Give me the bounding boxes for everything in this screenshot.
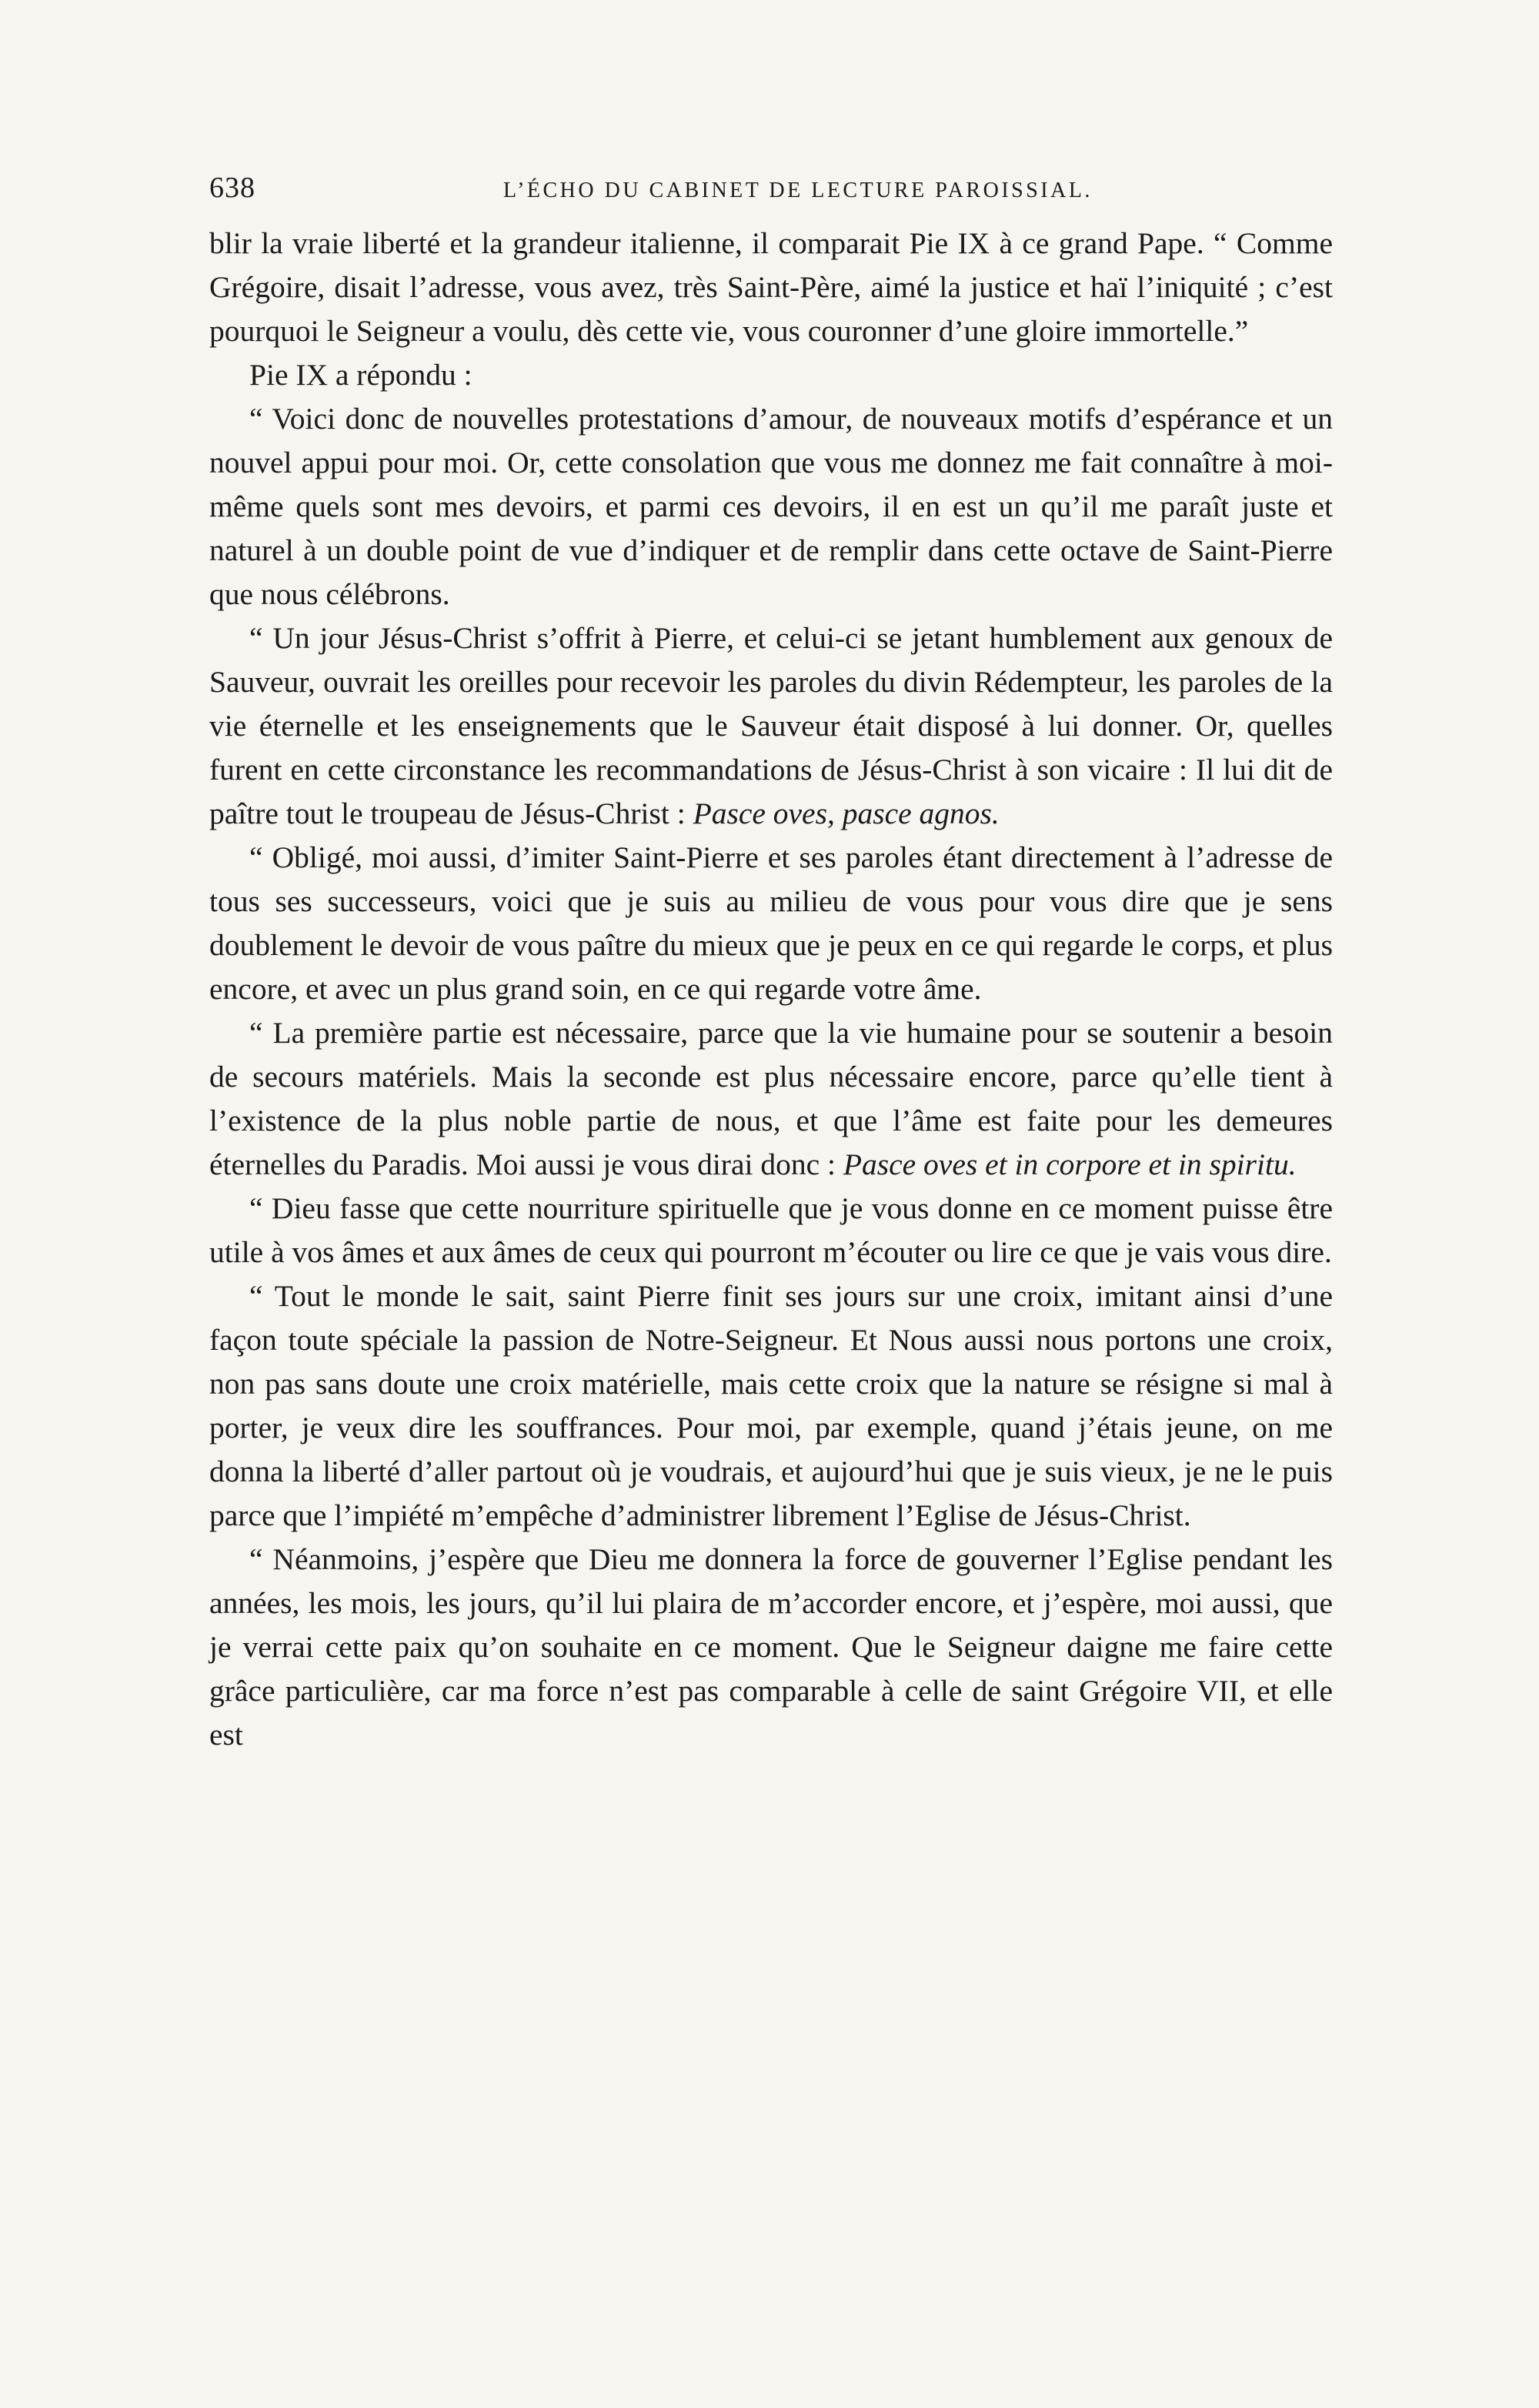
paragraph: “ Dieu fasse que cette nourriture spirituelle que je vous donne en ce moment puisse être utile à vos âmes et aux âmes de ceux qui pourront m’écouter ou lire ce que je vais vous dire. <box>209 1191 1333 1269</box>
paragraph: “ Un jour Jésus-Christ s’offrit à Pierre, et celui-ci se jetant humblement aux genoux de Sauveur, ouvrait les oreilles pour recevoir les paroles du divin Rédempteur, les paroles de la vie éternelle et les enseignements que le Sauveur était disposé à lui donner. Or, quelles furent en cette circonstance les recommandations de Jésus-Christ à son vicaire : Il lui dit de paître tout le troupeau de Jésus-Christ : Pasce oves, pasce agnos. <box>209 621 1333 830</box>
page-number: 638 <box>209 172 255 204</box>
body-text <box>209 222 1333 1757</box>
latin-quote: Pasce oves, pasce agnos. <box>693 797 1000 830</box>
paragraph: “ Voici donc de nouvelles protestations d’amour, de nouveaux motifs d’espérance et un nouvel appui pour moi. Or, cette consolation que vous me donnez me fait connaître à moi-même quels sont mes devoirs, et parmi ces devoirs, il en est un qu’il me paraît juste et naturel à un double point de vue d’indiquer et de remplir dans cette octave de Saint-Pierre que nous célébrons. <box>209 402 1333 611</box>
paragraph: Pie IX a répondu : <box>249 358 472 392</box>
latin-quote: Pasce oves et in corpore et in spiritu. <box>843 1147 1297 1181</box>
paragraph: “ La première partie est nécessaire, parce que la vie humaine pour se soutenir a besoin de secours matériels. Mais la seconde est plus nécessaire encore, parce qu’elle tient à l’existence de la plus noble partie de nous, et que l’âme est faite pour les demeures éternelles du Paradis. Moi aussi je vous dirai donc : Pasce oves et in corpore et in spiritu. <box>209 1016 1333 1181</box>
paragraph: “ Néanmoins, j’espère que Dieu me donnera la force de gouverner l’Eglise pendant les années, les mois, les jours, qu’il lui plaira de m’accorder encore, et j’espère, moi aussi, que je verrai cette paix qu’on souhaite en ce moment. Que le Seigneur daigne me faire cette grâce particulière, car ma force n’est pas comparable à celle de saint Grégoire VII, et elle est <box>209 1542 1333 1752</box>
page-header <box>209 171 1333 205</box>
paragraph: “ Tout le monde le sait, saint Pierre finit ses jours sur une croix, imitant ainsi d’une façon toute spéciale la passion de Notre-Seigneur. Et Nous aussi nous portons une croix, non pas sans doute une croix matérielle, mais cette croix que la nature se résigne si mal à porter, je veux dire les souffrances. Pour moi, par exemple, quand j’étais jeune, on me donna la liberté d’aller partout où je voudrais, et aujourd’hui que je suis vieux, je ne le puis parce que l’impiété m’empêche d’administrer librement l’Eglise de Jésus-Christ. <box>209 1279 1333 1532</box>
running-head: L’ÉCHO DU CABINET DE LECTURE PAROISSIAL. <box>503 179 1093 202</box>
paragraph-continuation: blir la vraie liberté et la grandeur italienne, il comparait Pie IX à ce grand Pape. “ Comme Grégoire, disait l’adresse, vous avez, très Saint-Père, aimé la justice et haï l’iniquité ; c’est pourquoi le Seigneur a voulu, dès cette vie, vous couronner d’une gloire immortelle.” <box>209 226 1333 348</box>
book-page <box>209 171 1333 1757</box>
paragraph: “ Obligé, moi aussi, d’imiter Saint-Pierre et ses paroles étant directement à l’adresse de tous ses successeurs, voici que je suis au milieu de vous pour vous dire que je sens doublement le devoir de vous paître du mieux que je peux en ce qui regarde le corps, et plus encore, et avec un plus grand soin, en ce qui regarde votre âme. <box>209 840 1333 1006</box>
